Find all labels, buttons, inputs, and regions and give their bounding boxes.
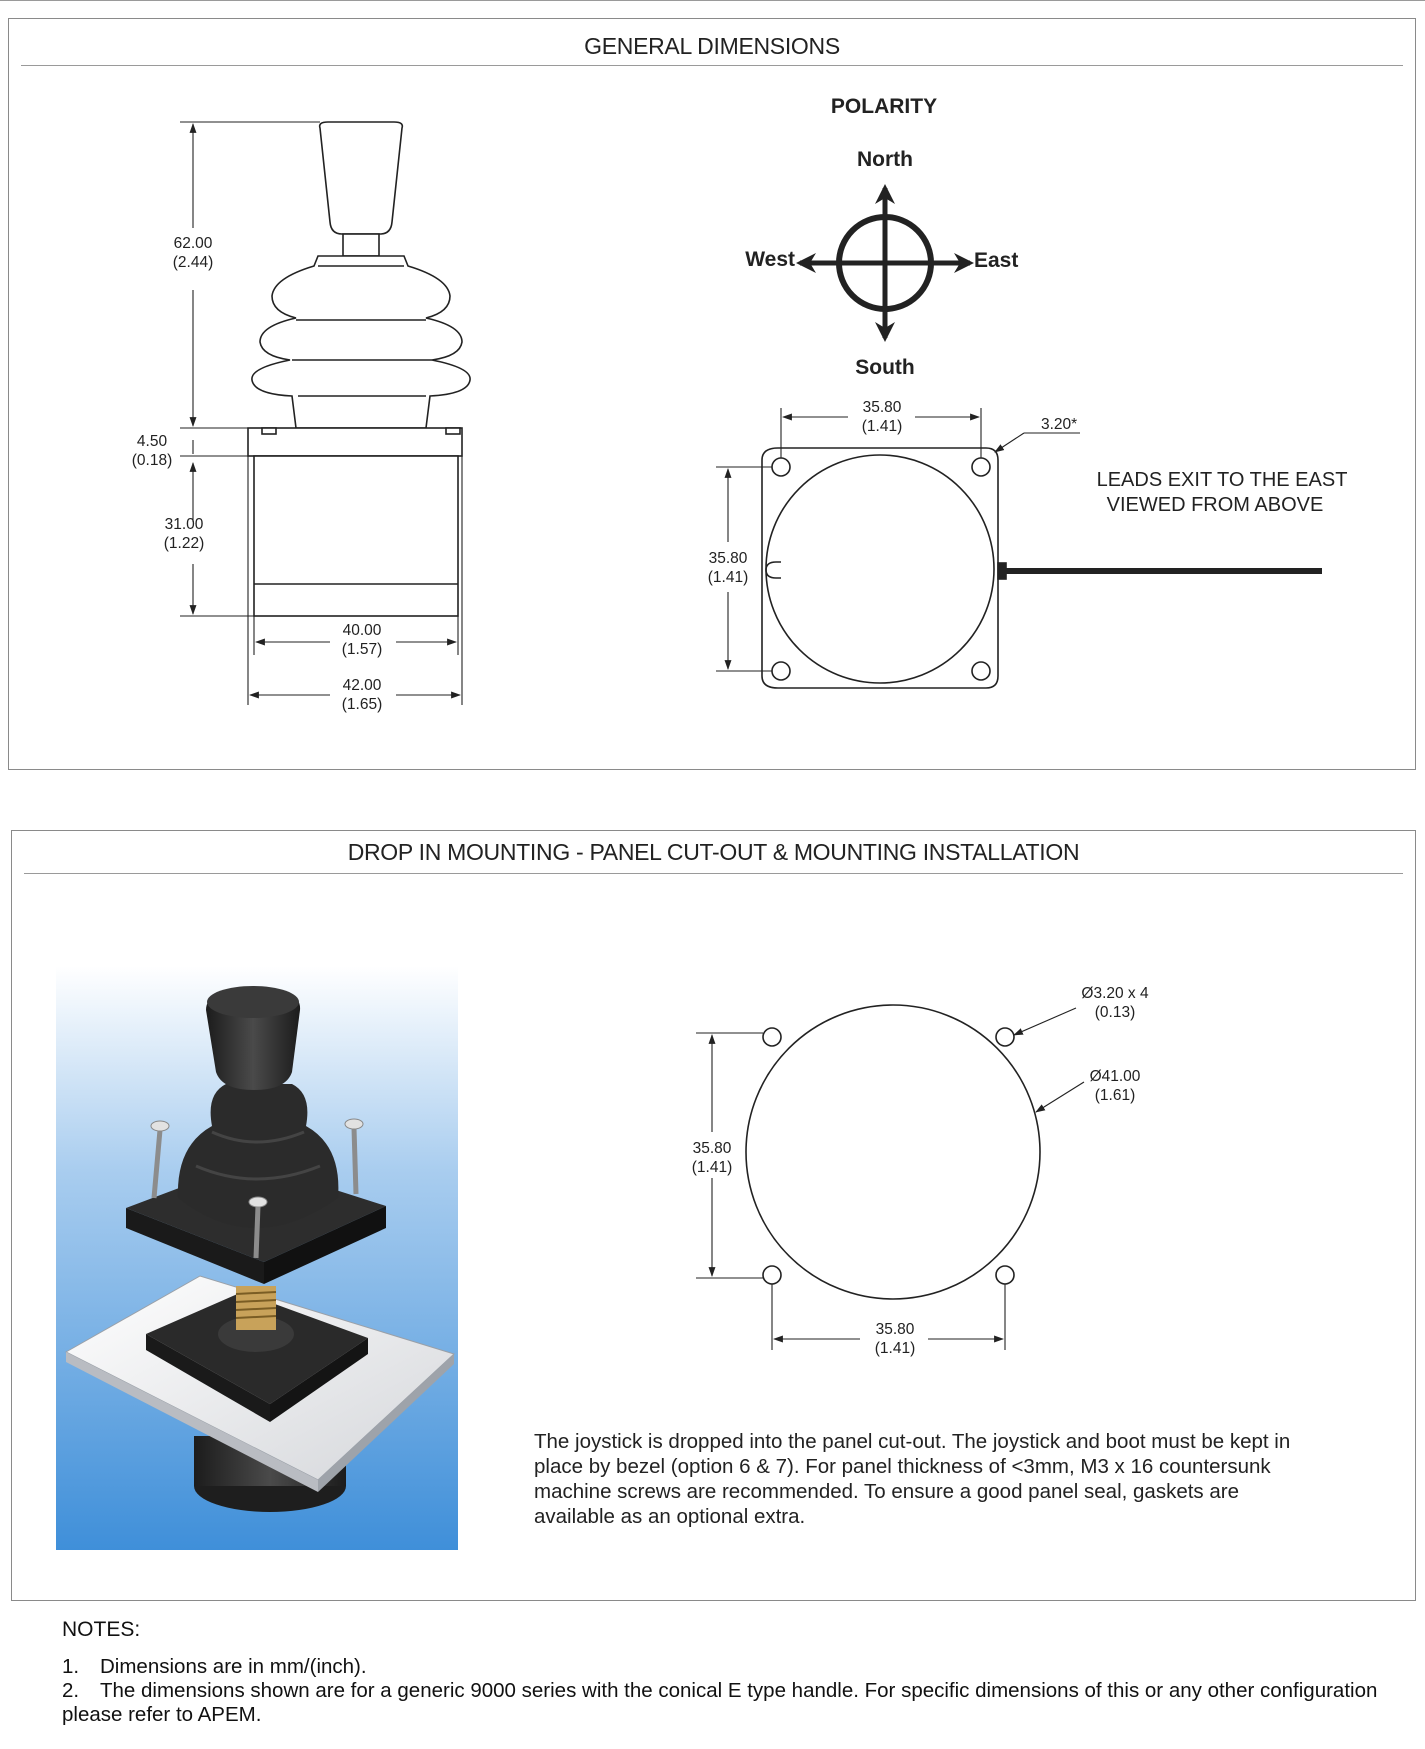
dim-body-height-mm: 31.00	[164, 516, 204, 533]
mounting-title: DROP IN MOUNTING - PANEL CUT-OUT & MOUNTING INSTALLATION	[347, 839, 1080, 865]
top-width-inch: (1.41)	[861, 418, 903, 435]
top-height-mm: 35.80	[708, 550, 748, 567]
joystick-body	[254, 456, 458, 616]
notes-heading: NOTES:	[62, 1618, 141, 1641]
polarity-south-label: South	[855, 356, 915, 379]
note-number: 1.	[62, 1655, 80, 1678]
leads-exit-line1: LEADS EXIT TO THE EAST	[1096, 469, 1348, 491]
dim-body-width-inch: (1.57)	[341, 641, 383, 658]
dim-body-height-inch: (1.22)	[163, 535, 205, 552]
panel-cutout-drawing	[0, 960, 1425, 1370]
note-text: Dimensions are in mm/(inch).	[100, 1655, 367, 1678]
cutout-diameter-inch: (1.61)	[1094, 1087, 1136, 1104]
cutout-hole-tr	[996, 1028, 1014, 1046]
joystick-handle-outline	[320, 122, 403, 234]
notes-list	[62, 1655, 1392, 1727]
dim-height-total-mm: 62.00	[173, 235, 213, 252]
note-text: The dimensions shown are for a generic 9000 series with the conical E type handle. For specific dimensions of this or any other configuration please refer to APEM.	[62, 1679, 1378, 1726]
note-item	[62, 1655, 1392, 1679]
cutout-height-inch: (1.41)	[691, 1159, 733, 1176]
cutout-height-mm: 35.80	[692, 1140, 732, 1157]
dim-flange-width-inch: (1.65)	[341, 696, 383, 713]
joystick-side-view	[248, 122, 470, 616]
polarity-title: POLARITY	[830, 95, 938, 118]
polarity-compass	[800, 188, 970, 338]
note-number: 2.	[62, 1679, 80, 1702]
mounting-title-rule	[24, 873, 1403, 874]
note-item	[62, 1679, 1392, 1727]
cutout-shapes	[746, 1005, 1040, 1299]
cutout-hole-tl	[763, 1028, 781, 1046]
cutout-hole-br	[996, 1266, 1014, 1284]
dim-body-width-mm: 40.00	[342, 622, 382, 639]
general-dimensions-title: GENERAL DIMENSIONS	[584, 33, 840, 59]
cutout-width-inch: (1.41)	[874, 1340, 916, 1357]
joystick-top-view	[762, 448, 1006, 688]
dim-flange-inch: (0.18)	[131, 452, 173, 469]
cutout-main-circle	[746, 1005, 1040, 1299]
polarity-north-label: North	[857, 148, 913, 171]
joystick-shaft	[343, 234, 379, 256]
joystick-boot-outline	[252, 256, 470, 428]
polarity-east-label: East	[974, 249, 1019, 272]
cutout-holes-mm: Ø3.20 x 4	[1081, 985, 1149, 1002]
general-dimensions-drawing	[0, 0, 1425, 780]
dim-height-total-inch: (2.44)	[172, 254, 214, 271]
dim-flange-width-mm: 42.00	[342, 677, 382, 694]
cutout-diameter-mm: Ø41.00	[1089, 1068, 1141, 1085]
polarity-west-label: West	[745, 248, 795, 271]
top-height-inch: (1.41)	[707, 569, 749, 586]
mounting-description: The joystick is dropped into the panel cut-out. The joystick and boot must be kept in place by bezel (option 6 & 7). For panel thickness of <3mm, M3 x 16 countersunk machine screws are recommended. To ensure a good panel seal, gaskets are available as an optional extra.	[534, 1430, 1291, 1528]
top-view-body-circle	[766, 455, 994, 683]
cutout-hole-bl	[763, 1266, 781, 1284]
dim-flange-mm: 4.50	[136, 433, 168, 450]
top-width-mm: 35.80	[862, 399, 902, 416]
cutout-width-mm: 35.80	[875, 1321, 915, 1338]
top-hole-dimension: 3.20*	[1041, 416, 1078, 433]
cutout-holes-inch: (0.13)	[1094, 1004, 1136, 1021]
joystick-flange	[248, 428, 462, 456]
leads-exit-line2: VIEWED FROM ABOVE	[1106, 494, 1324, 516]
